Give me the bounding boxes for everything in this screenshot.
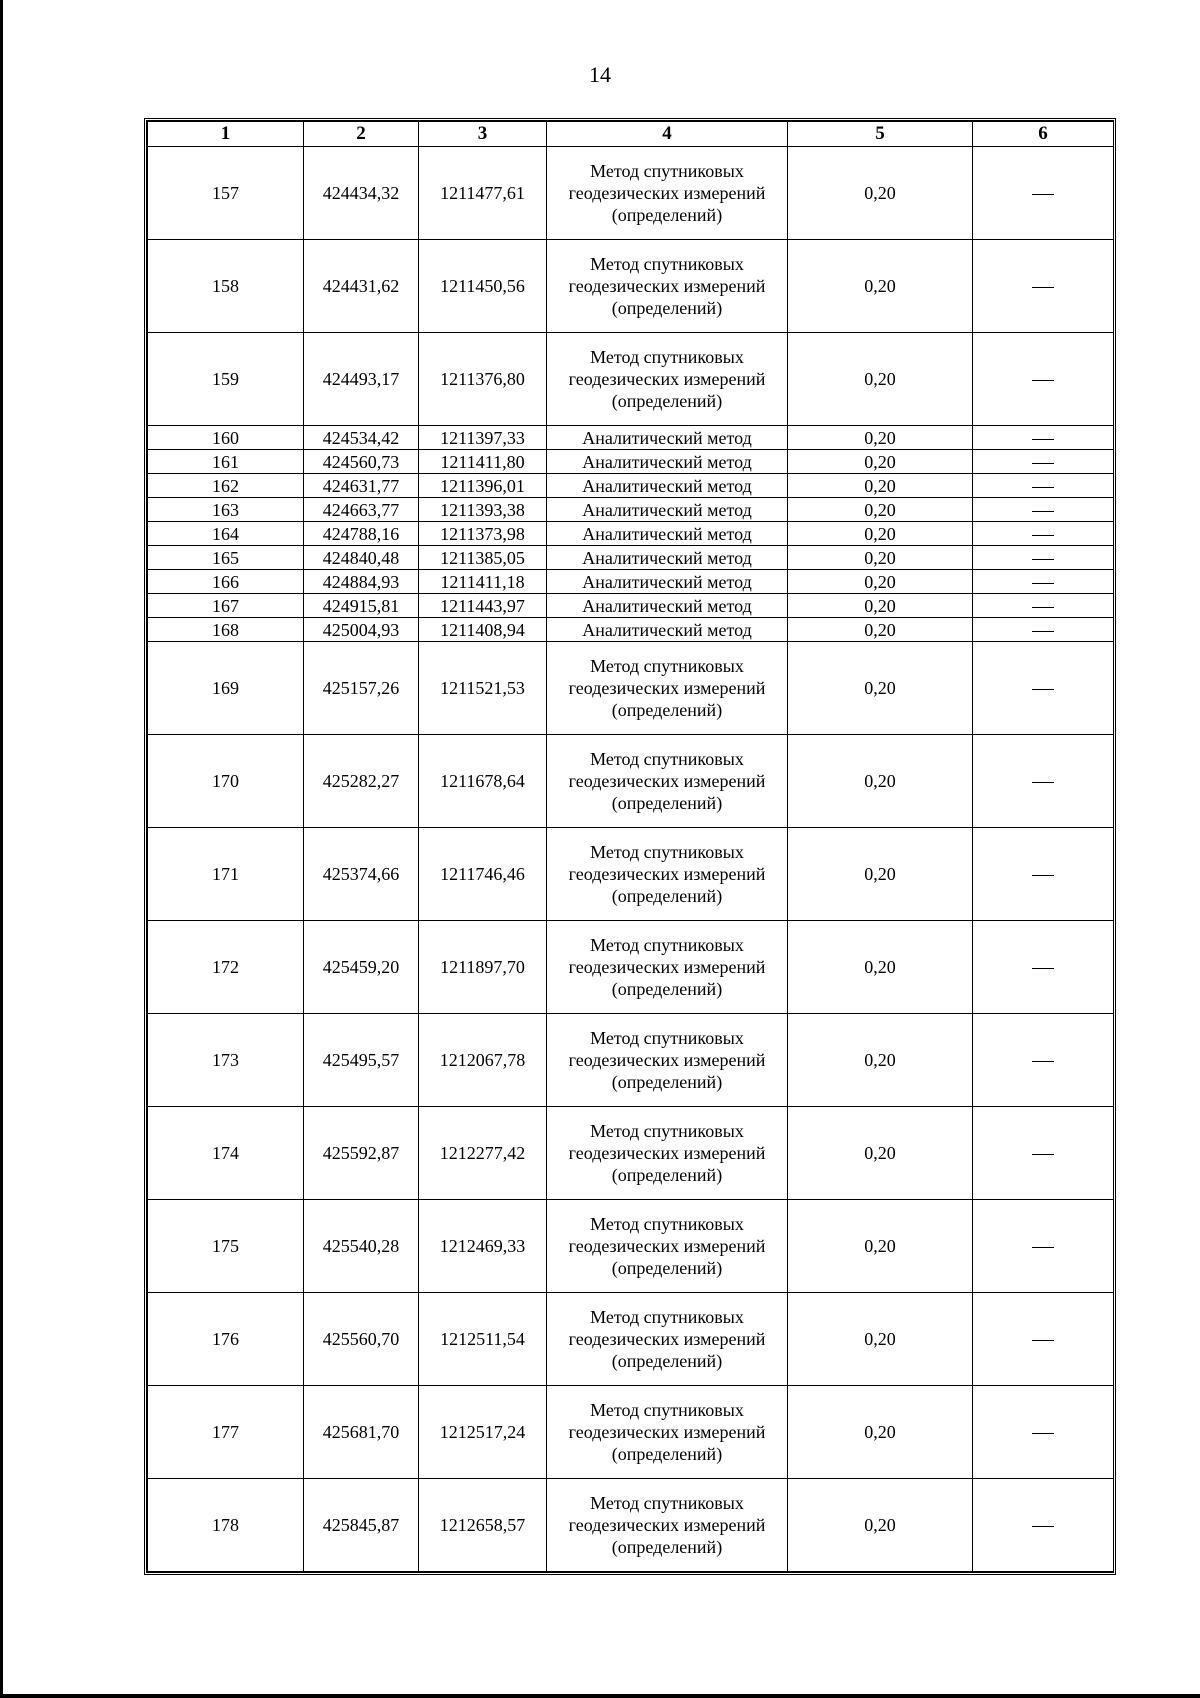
note-cell [973, 498, 1114, 522]
method-cell: Аналитический метод [547, 618, 788, 642]
column-header-1: 1 [148, 122, 304, 147]
x-coordinate-cell: 424840,48 [304, 546, 419, 570]
x-coordinate-cell: 424493,17 [304, 333, 419, 426]
y-coordinate-cell: 1211897,70 [419, 921, 547, 1014]
x-coordinate-cell: 424915,81 [304, 594, 419, 618]
x-coordinate-cell: 424788,16 [304, 522, 419, 546]
table-row [148, 1386, 1114, 1479]
y-coordinate-cell: 1212658,57 [419, 1479, 547, 1572]
y-coordinate-cell: 1211411,80 [419, 450, 547, 474]
point-number-cell: 169 [148, 642, 304, 735]
point-number-cell: 177 [148, 1386, 304, 1479]
note-cell [973, 921, 1114, 1014]
header-row [148, 122, 1114, 147]
accuracy-cell: 0,20 [788, 1107, 973, 1200]
method-cell: Метод спутниковых геодезических измерений (определений) [547, 828, 788, 921]
method-cell: Метод спутниковых геодезических измерений (определений) [547, 240, 788, 333]
table-row [148, 333, 1114, 426]
x-coordinate-cell: 425681,70 [304, 1386, 419, 1479]
scan-edge-left [0, 0, 3, 1694]
point-number-cell: 170 [148, 735, 304, 828]
table-row [148, 828, 1114, 921]
y-coordinate-cell: 1212067,78 [419, 1014, 547, 1107]
accuracy-cell: 0,20 [788, 1014, 973, 1107]
accuracy-cell: 0,20 [788, 735, 973, 828]
point-number-cell: 173 [148, 1014, 304, 1107]
method-cell: Метод спутниковых геодезических измерений (определений) [547, 921, 788, 1014]
table-row [148, 240, 1114, 333]
y-coordinate-cell: 1211376,80 [419, 333, 547, 426]
table-body [148, 147, 1114, 1572]
dash-line [1032, 487, 1054, 488]
method-cell: Метод спутниковых геодезических измерений (определений) [547, 1386, 788, 1479]
method-cell: Аналитический метод [547, 474, 788, 498]
point-number-cell: 172 [148, 921, 304, 1014]
note-cell [973, 1293, 1114, 1386]
y-coordinate-cell: 1211396,01 [419, 474, 547, 498]
point-number-cell: 163 [148, 498, 304, 522]
dash-line [1032, 782, 1054, 783]
x-coordinate-cell: 425845,87 [304, 1479, 419, 1572]
dash-line [1032, 463, 1054, 464]
y-coordinate-cell: 1211443,97 [419, 594, 547, 618]
accuracy-cell: 0,20 [788, 546, 973, 570]
method-cell: Метод спутниковых геодезических измерений (определений) [547, 1293, 788, 1386]
x-coordinate-cell: 424560,73 [304, 450, 419, 474]
method-cell: Аналитический метод [547, 570, 788, 594]
y-coordinate-cell: 1212511,54 [419, 1293, 547, 1386]
method-cell: Метод спутниковых геодезических измерений (определений) [547, 1107, 788, 1200]
method-cell: Аналитический метод [547, 450, 788, 474]
method-cell: Аналитический метод [547, 546, 788, 570]
note-cell [973, 450, 1114, 474]
x-coordinate-cell: 425157,26 [304, 642, 419, 735]
table-row [148, 1014, 1114, 1107]
accuracy-cell: 0,20 [788, 921, 973, 1014]
x-coordinate-cell: 425540,28 [304, 1200, 419, 1293]
table-row [148, 1479, 1114, 1572]
note-cell [973, 828, 1114, 921]
note-cell [973, 1200, 1114, 1293]
y-coordinate-cell: 1211477,61 [419, 147, 547, 240]
x-coordinate-cell: 425282,27 [304, 735, 419, 828]
x-coordinate-cell: 424431,62 [304, 240, 419, 333]
accuracy-cell: 0,20 [788, 1386, 973, 1479]
dash-line [1032, 1340, 1054, 1341]
coordinates-table [147, 121, 1114, 1572]
accuracy-cell: 0,20 [788, 1293, 973, 1386]
table-row [148, 1200, 1114, 1293]
coordinates-table-frame [144, 118, 1116, 1575]
note-cell [973, 618, 1114, 642]
column-header-5: 5 [788, 122, 973, 147]
x-coordinate-cell: 424434,32 [304, 147, 419, 240]
dash-line [1032, 439, 1054, 440]
note-cell [973, 1107, 1114, 1200]
x-coordinate-cell: 424631,77 [304, 474, 419, 498]
x-coordinate-cell: 425374,66 [304, 828, 419, 921]
method-cell: Аналитический метод [547, 426, 788, 450]
note-cell [973, 147, 1114, 240]
dash-line [1032, 607, 1054, 608]
method-cell: Метод спутниковых геодезических измерений (определений) [547, 1200, 788, 1293]
table-row [148, 147, 1114, 240]
accuracy-cell: 0,20 [788, 450, 973, 474]
accuracy-cell: 0,20 [788, 828, 973, 921]
note-cell [973, 426, 1114, 450]
method-cell: Аналитический метод [547, 498, 788, 522]
note-cell [973, 240, 1114, 333]
note-cell [973, 474, 1114, 498]
dash-line [1032, 1433, 1054, 1434]
point-number-cell: 171 [148, 828, 304, 921]
note-cell [973, 594, 1114, 618]
point-number-cell: 178 [148, 1479, 304, 1572]
accuracy-cell: 0,20 [788, 1479, 973, 1572]
table-row [148, 546, 1114, 570]
method-cell: Аналитический метод [547, 594, 788, 618]
point-number-cell: 176 [148, 1293, 304, 1386]
table-row [148, 594, 1114, 618]
y-coordinate-cell: 1212517,24 [419, 1386, 547, 1479]
point-number-cell: 168 [148, 618, 304, 642]
point-number-cell: 164 [148, 522, 304, 546]
table-row [148, 642, 1114, 735]
point-number-cell: 157 [148, 147, 304, 240]
dash-line [1032, 583, 1054, 584]
page-number: 14 [589, 62, 611, 87]
x-coordinate-cell: 424663,77 [304, 498, 419, 522]
note-cell [973, 522, 1114, 546]
note-cell [973, 546, 1114, 570]
table-row [148, 498, 1114, 522]
column-header-4: 4 [547, 122, 788, 147]
table-row [148, 522, 1114, 546]
method-cell: Метод спутниковых геодезических измерений (определений) [547, 147, 788, 240]
dash-line [1032, 1526, 1054, 1527]
point-number-cell: 175 [148, 1200, 304, 1293]
x-coordinate-cell: 424884,93 [304, 570, 419, 594]
dash-line [1032, 1061, 1054, 1062]
dash-line [1032, 1154, 1054, 1155]
note-cell [973, 1479, 1114, 1572]
note-cell [973, 1386, 1114, 1479]
table-row [148, 1293, 1114, 1386]
point-number-cell: 158 [148, 240, 304, 333]
dash-line [1032, 875, 1054, 876]
accuracy-cell: 0,20 [788, 333, 973, 426]
point-number-cell: 161 [148, 450, 304, 474]
y-coordinate-cell: 1212277,42 [419, 1107, 547, 1200]
note-cell [973, 642, 1114, 735]
table-row [148, 618, 1114, 642]
table-row [148, 474, 1114, 498]
point-number-cell: 159 [148, 333, 304, 426]
x-coordinate-cell: 425495,57 [304, 1014, 419, 1107]
dash-line [1032, 1247, 1054, 1248]
table-row [148, 450, 1114, 474]
y-coordinate-cell: 1211411,18 [419, 570, 547, 594]
table-header [148, 122, 1114, 147]
note-cell [973, 735, 1114, 828]
y-coordinate-cell: 1211408,94 [419, 618, 547, 642]
method-cell: Метод спутниковых геодезических измерений (определений) [547, 735, 788, 828]
point-number-cell: 167 [148, 594, 304, 618]
point-number-cell: 160 [148, 426, 304, 450]
dash-line [1032, 631, 1054, 632]
x-coordinate-cell: 425004,93 [304, 618, 419, 642]
accuracy-cell: 0,20 [788, 498, 973, 522]
method-cell: Метод спутниковых геодезических измерений (определений) [547, 333, 788, 426]
y-coordinate-cell: 1211385,05 [419, 546, 547, 570]
y-coordinate-cell: 1211521,53 [419, 642, 547, 735]
note-cell [973, 1014, 1114, 1107]
x-coordinate-cell: 425459,20 [304, 921, 419, 1014]
method-cell: Метод спутниковых геодезических измерений (определений) [547, 642, 788, 735]
accuracy-cell: 0,20 [788, 522, 973, 546]
table-row [148, 1107, 1114, 1200]
accuracy-cell: 0,20 [788, 426, 973, 450]
accuracy-cell: 0,20 [788, 594, 973, 618]
note-cell [973, 570, 1114, 594]
table-row [148, 735, 1114, 828]
x-coordinate-cell: 424534,42 [304, 426, 419, 450]
point-number-cell: 174 [148, 1107, 304, 1200]
y-coordinate-cell: 1211397,33 [419, 426, 547, 450]
method-cell: Метод спутниковых геодезических измерений (определений) [547, 1014, 788, 1107]
column-header-6: 6 [973, 122, 1114, 147]
accuracy-cell: 0,20 [788, 240, 973, 333]
y-coordinate-cell: 1211678,64 [419, 735, 547, 828]
y-coordinate-cell: 1211746,46 [419, 828, 547, 921]
method-cell: Метод спутниковых геодезических измерений (определений) [547, 1479, 788, 1572]
accuracy-cell: 0,20 [788, 618, 973, 642]
x-coordinate-cell: 425560,70 [304, 1293, 419, 1386]
y-coordinate-cell: 1211393,38 [419, 498, 547, 522]
table-row [148, 921, 1114, 1014]
dash-line [1032, 194, 1054, 195]
dash-line [1032, 511, 1054, 512]
scan-edge-bottom [0, 1694, 1200, 1698]
table-row [148, 426, 1114, 450]
y-coordinate-cell: 1211450,56 [419, 240, 547, 333]
accuracy-cell: 0,20 [788, 1200, 973, 1293]
dash-line [1032, 380, 1054, 381]
dash-line [1032, 968, 1054, 969]
y-coordinate-cell: 1211373,98 [419, 522, 547, 546]
point-number-cell: 162 [148, 474, 304, 498]
dash-line [1032, 559, 1054, 560]
point-number-cell: 166 [148, 570, 304, 594]
x-coordinate-cell: 425592,87 [304, 1107, 419, 1200]
dash-line [1032, 689, 1054, 690]
accuracy-cell: 0,20 [788, 570, 973, 594]
column-header-3: 3 [419, 122, 547, 147]
dash-line [1032, 287, 1054, 288]
method-cell: Аналитический метод [547, 522, 788, 546]
note-cell [973, 333, 1114, 426]
point-number-cell: 165 [148, 546, 304, 570]
table-row [148, 570, 1114, 594]
accuracy-cell: 0,20 [788, 474, 973, 498]
column-header-2: 2 [304, 122, 419, 147]
accuracy-cell: 0,20 [788, 642, 973, 735]
y-coordinate-cell: 1212469,33 [419, 1200, 547, 1293]
dash-line [1032, 535, 1054, 536]
accuracy-cell: 0,20 [788, 147, 973, 240]
